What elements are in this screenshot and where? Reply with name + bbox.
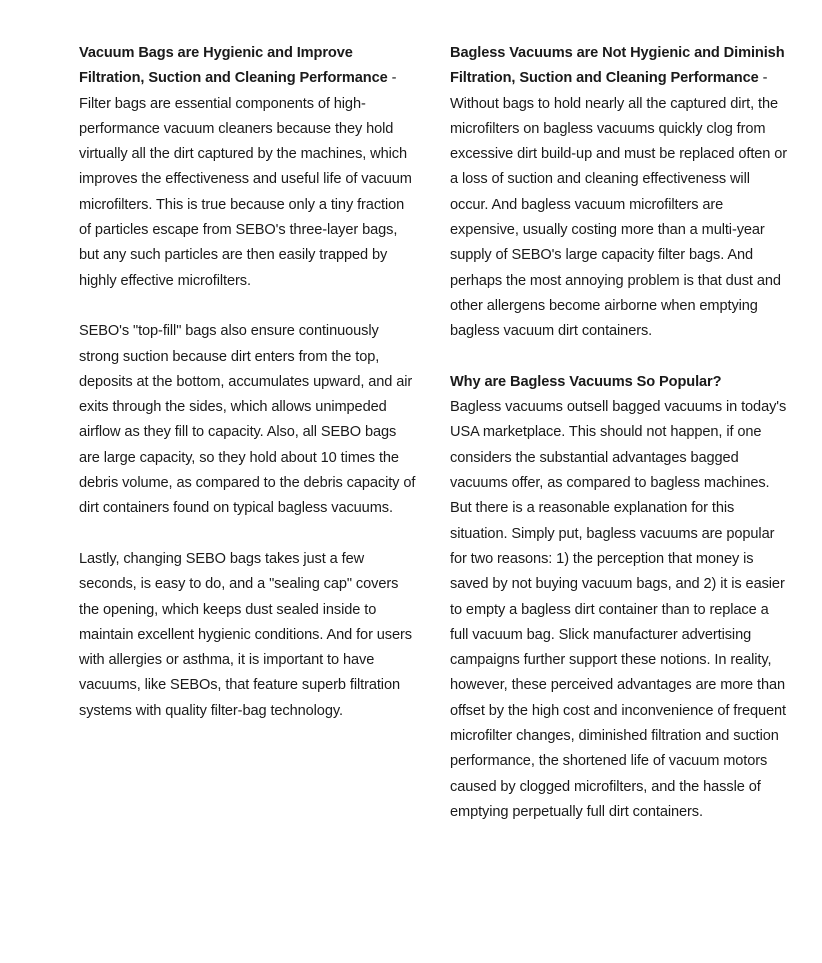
paragraph-bagless-not-hygienic [450, 41, 790, 345]
paragraph-text: Bagless vacuums outsell bagged vacuums in today's USA marketplace. This should not happen, if one considers the substantial advantages bagged vacuums offer, as compared to bagless machines. But there is a reasonable explanation for this situation. Simply put, bagless vacuums are popular for two reasons: 1) the perception that money is saved by not buying vacuum bags, and 2) it is easier to empty a bagless dirt container than to replace a full vacuum bag. Slick manufacturer advertising campaigns further support these notions. In reality, however, these perceived advantages are more than offset by the high cost and inconvenience of frequent microfilter changes, diminished filtration and suction performance, the shortened life of vacuum motors caused by clogged microfilters, and the hassle of emptying perpetually full dirt containers. [450, 399, 787, 820]
paragraph-text: Filter bags are essential components of high-performance vacuum cleaners because they hold virtually all the dirt captured by the machines, which improves the effectiveness and useful life of vacuum microfilters. This is true because only a tiny fraction of particles escape from SEBO's three-layer bags, but any such particles are then easily trapped by highly effective microfilters. [79, 95, 412, 289]
paragraph-top-fill-bags [79, 319, 419, 521]
paragraph-bags-hygienic [79, 41, 419, 294]
heading-bags-hygienic: Vacuum Bags are Hygienic and Improve Filtration, Suction and Cleaning Performance [79, 45, 388, 87]
heading-separator: - [387, 70, 397, 87]
paragraph-bagless-popular [450, 370, 790, 825]
heading-separator: - [758, 70, 768, 87]
paragraph-changing-bags [79, 547, 419, 724]
heading-bagless-not-hygienic: Bagless Vacuums are Not Hygienic and Diminish Filtration, Suction and Cleaning Performance [450, 45, 785, 87]
right-column [450, 41, 790, 851]
paragraph-text: SEBO's "top-fill" bags also ensure continuously strong suction because dirt enters from the top, deposits at the bottom, accumulates upward, and air exits through the sides, which allows unimpeded airflow as they fill to capacity. Also, all SEBO bags are large capacity, so they hold about 10 times the debris volume, as compared to the debris capacity of dirt containers found on typical bagless vacuums. [79, 323, 416, 517]
paragraph-text: Lastly, changing SEBO bags takes just a few seconds, is easy to do, and a "sealing cap" covers the opening, which keeps dust sealed inside to maintain excellent hygienic conditions. And for users with allergies or asthma, it is important to have vacuums, like SEBOs, that feature superb filtration systems with quality filter-bag technology. [79, 550, 412, 719]
paragraph-text: Without bags to hold nearly all the captured dirt, the microfilters on bagless vacuums quickly clog from excessive dirt build-up and must be replaced often or a loss of suction and cleaning effectiveness will occur. And bagless vacuum microfilters are expensive, usually costing more than a multi-year supply of SEBO's large capacity filter bags. And perhaps the most annoying problem is that dust and other allergens become airborne when emptying bagless vacuum dirt containers. [450, 95, 788, 340]
left-column [79, 41, 419, 749]
heading-bagless-popular: Why are Bagless Vacuums So Popular? [450, 373, 722, 390]
